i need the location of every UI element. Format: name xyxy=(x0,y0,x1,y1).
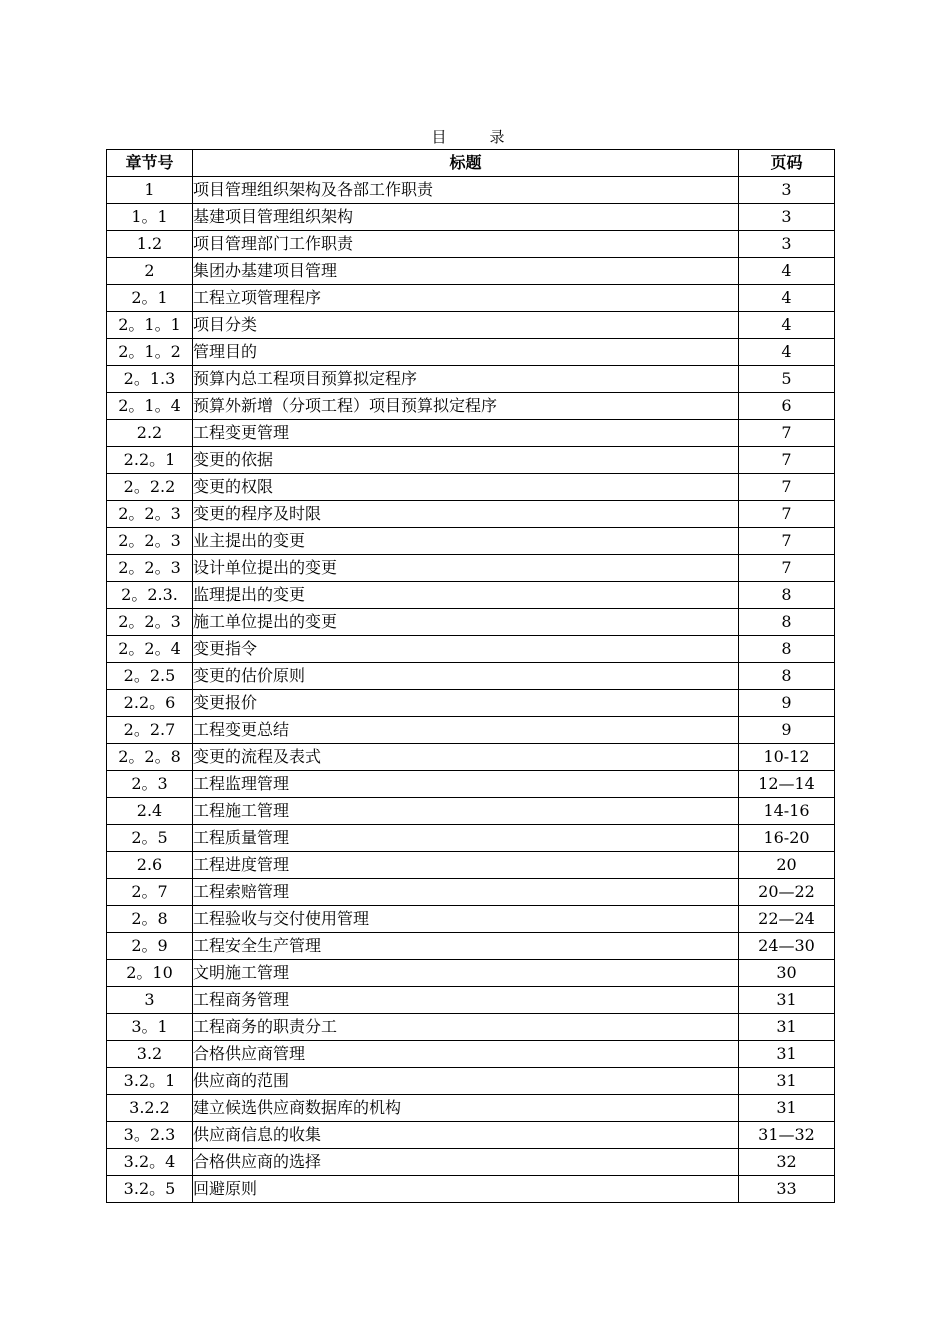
section-title: 变更的流程及表式 xyxy=(193,744,739,771)
page-number: 7 xyxy=(739,501,835,528)
header-section: 章节号 xyxy=(107,150,193,177)
section-number: 3.2。1 xyxy=(107,1068,193,1095)
table-row xyxy=(107,1149,835,1176)
table-row xyxy=(107,987,835,1014)
table-row xyxy=(107,528,835,555)
section-title: 管理目的 xyxy=(193,339,739,366)
section-title: 变更报价 xyxy=(193,690,739,717)
table-row xyxy=(107,636,835,663)
section-number: 2。7 xyxy=(107,879,193,906)
section-number: 2。2。4 xyxy=(107,636,193,663)
table-row xyxy=(107,906,835,933)
page-number: 30 xyxy=(739,960,835,987)
toc-body xyxy=(107,177,835,1203)
section-title: 项目管理组织架构及各部工作职责 xyxy=(193,177,739,204)
table-row xyxy=(107,474,835,501)
page-number: 14-16 xyxy=(739,798,835,825)
page-number: 7 xyxy=(739,447,835,474)
section-number: 2。5 xyxy=(107,825,193,852)
page-number: 4 xyxy=(739,312,835,339)
section-title: 设计单位提出的变更 xyxy=(193,555,739,582)
page-number: 7 xyxy=(739,474,835,501)
table-row xyxy=(107,852,835,879)
section-number: 2。2.7 xyxy=(107,717,193,744)
section-number: 2。2.3. xyxy=(107,582,193,609)
table-row xyxy=(107,204,835,231)
page-number: 8 xyxy=(739,582,835,609)
table-row xyxy=(107,231,835,258)
page-number: 10-12 xyxy=(739,744,835,771)
section-number: 2。2。3 xyxy=(107,501,193,528)
section-title: 供应商的范围 xyxy=(193,1068,739,1095)
section-title: 合格供应商管理 xyxy=(193,1041,739,1068)
section-title: 变更指令 xyxy=(193,636,739,663)
table-row xyxy=(107,1014,835,1041)
section-number: 2。1.3 xyxy=(107,366,193,393)
section-number: 3.2。5 xyxy=(107,1176,193,1203)
section-number: 2.4 xyxy=(107,798,193,825)
page-number: 16-20 xyxy=(739,825,835,852)
section-number: 2.6 xyxy=(107,852,193,879)
section-title: 工程安全生产管理 xyxy=(193,933,739,960)
section-number: 2。2。3 xyxy=(107,528,193,555)
table-row xyxy=(107,420,835,447)
section-title: 基建项目管理组织架构 xyxy=(193,204,739,231)
section-title: 文明施工管理 xyxy=(193,960,739,987)
table-row xyxy=(107,1122,835,1149)
section-title: 工程商务管理 xyxy=(193,987,739,1014)
table-row xyxy=(107,501,835,528)
table-row xyxy=(107,771,835,798)
page-number: 6 xyxy=(739,393,835,420)
page-number: 3 xyxy=(739,204,835,231)
table-row xyxy=(107,744,835,771)
page-number: 9 xyxy=(739,717,835,744)
table-row xyxy=(107,447,835,474)
table-row xyxy=(107,717,835,744)
section-title: 工程质量管理 xyxy=(193,825,739,852)
section-number: 2.2 xyxy=(107,420,193,447)
table-row xyxy=(107,960,835,987)
page-number: 4 xyxy=(739,258,835,285)
page-number: 7 xyxy=(739,528,835,555)
table-row xyxy=(107,339,835,366)
table-row xyxy=(107,663,835,690)
page-number: 31 xyxy=(739,1068,835,1095)
section-title: 工程商务的职责分工 xyxy=(193,1014,739,1041)
section-title: 工程验收与交付使用管理 xyxy=(193,906,739,933)
section-number: 2.2。6 xyxy=(107,690,193,717)
table-row xyxy=(107,393,835,420)
section-title: 工程施工管理 xyxy=(193,798,739,825)
section-title: 建立候选供应商数据库的机构 xyxy=(193,1095,739,1122)
section-title: 合格供应商的选择 xyxy=(193,1149,739,1176)
section-number: 2。1。1 xyxy=(107,312,193,339)
section-number: 2。9 xyxy=(107,933,193,960)
page-number: 31 xyxy=(739,1041,835,1068)
toc-header-row xyxy=(107,150,835,177)
section-title: 项目管理部门工作职责 xyxy=(193,231,739,258)
section-number: 3.2。4 xyxy=(107,1149,193,1176)
section-number: 1 xyxy=(107,177,193,204)
section-number: 3 xyxy=(107,987,193,1014)
table-row xyxy=(107,690,835,717)
section-title: 工程变更总结 xyxy=(193,717,739,744)
section-number: 2。2。3 xyxy=(107,609,193,636)
section-number: 2。2.5 xyxy=(107,663,193,690)
section-number: 2.2。1 xyxy=(107,447,193,474)
section-title: 预算内总工程项目预算拟定程序 xyxy=(193,366,739,393)
section-number: 2。2。3 xyxy=(107,555,193,582)
section-number: 2。8 xyxy=(107,906,193,933)
table-row xyxy=(107,879,835,906)
page-title: 目 录 xyxy=(431,128,519,146)
table-row xyxy=(107,582,835,609)
page-number: 20—22 xyxy=(739,879,835,906)
table-row xyxy=(107,177,835,204)
page-number: 5 xyxy=(739,366,835,393)
page-number: 12—14 xyxy=(739,771,835,798)
section-number: 3。2.3 xyxy=(107,1122,193,1149)
page-number: 4 xyxy=(739,285,835,312)
page-number: 8 xyxy=(739,663,835,690)
page-number: 9 xyxy=(739,690,835,717)
table-row xyxy=(107,312,835,339)
section-number: 2。1。2 xyxy=(107,339,193,366)
section-number: 1。1 xyxy=(107,204,193,231)
section-number: 1.2 xyxy=(107,231,193,258)
section-title: 工程立项管理程序 xyxy=(193,285,739,312)
table-row xyxy=(107,609,835,636)
page-number: 4 xyxy=(739,339,835,366)
section-title: 变更的程序及时限 xyxy=(193,501,739,528)
section-title: 工程监理管理 xyxy=(193,771,739,798)
table-row xyxy=(107,1041,835,1068)
header-page: 页码 xyxy=(739,150,835,177)
section-number: 3.2.2 xyxy=(107,1095,193,1122)
section-title: 回避原则 xyxy=(193,1176,739,1203)
page-number: 32 xyxy=(739,1149,835,1176)
section-number: 2。1 xyxy=(107,285,193,312)
section-number: 3.2 xyxy=(107,1041,193,1068)
section-number: 2。3 xyxy=(107,771,193,798)
section-title: 工程进度管理 xyxy=(193,852,739,879)
table-row xyxy=(107,1068,835,1095)
section-title: 监理提出的变更 xyxy=(193,582,739,609)
table-row xyxy=(107,1176,835,1203)
page-number: 7 xyxy=(739,420,835,447)
table-row xyxy=(107,258,835,285)
header-title: 标题 xyxy=(193,150,739,177)
section-title: 变更的依据 xyxy=(193,447,739,474)
page-number: 20 xyxy=(739,852,835,879)
section-number: 2。1。4 xyxy=(107,393,193,420)
table-row xyxy=(107,798,835,825)
section-title: 业主提出的变更 xyxy=(193,528,739,555)
page-number: 31—32 xyxy=(739,1122,835,1149)
page-number: 8 xyxy=(739,636,835,663)
table-row xyxy=(107,285,835,312)
section-title: 项目分类 xyxy=(193,312,739,339)
section-number: 2 xyxy=(107,258,193,285)
section-title: 工程变更管理 xyxy=(193,420,739,447)
toc-table xyxy=(106,149,835,1203)
section-number: 3。1 xyxy=(107,1014,193,1041)
page-number: 33 xyxy=(739,1176,835,1203)
page-number: 31 xyxy=(739,987,835,1014)
page-number: 8 xyxy=(739,609,835,636)
section-title: 工程索赔管理 xyxy=(193,879,739,906)
table-row xyxy=(107,1095,835,1122)
table-row xyxy=(107,555,835,582)
table-row xyxy=(107,933,835,960)
section-title: 供应商信息的收集 xyxy=(193,1122,739,1149)
section-number: 2。2。8 xyxy=(107,744,193,771)
section-title: 变更的估价原则 xyxy=(193,663,739,690)
page-number: 7 xyxy=(739,555,835,582)
page-number: 3 xyxy=(739,231,835,258)
table-row xyxy=(107,825,835,852)
page-number: 31 xyxy=(739,1014,835,1041)
page-number: 22—24 xyxy=(739,906,835,933)
section-title: 施工单位提出的变更 xyxy=(193,609,739,636)
section-title: 变更的权限 xyxy=(193,474,739,501)
section-number: 2。2.2 xyxy=(107,474,193,501)
table-row xyxy=(107,366,835,393)
page-number: 24—30 xyxy=(739,933,835,960)
page-number: 31 xyxy=(739,1095,835,1122)
page-number: 3 xyxy=(739,177,835,204)
section-number: 2。10 xyxy=(107,960,193,987)
section-title: 预算外新增（分项工程）项目预算拟定程序 xyxy=(193,393,739,420)
section-title: 集团办基建项目管理 xyxy=(193,258,739,285)
